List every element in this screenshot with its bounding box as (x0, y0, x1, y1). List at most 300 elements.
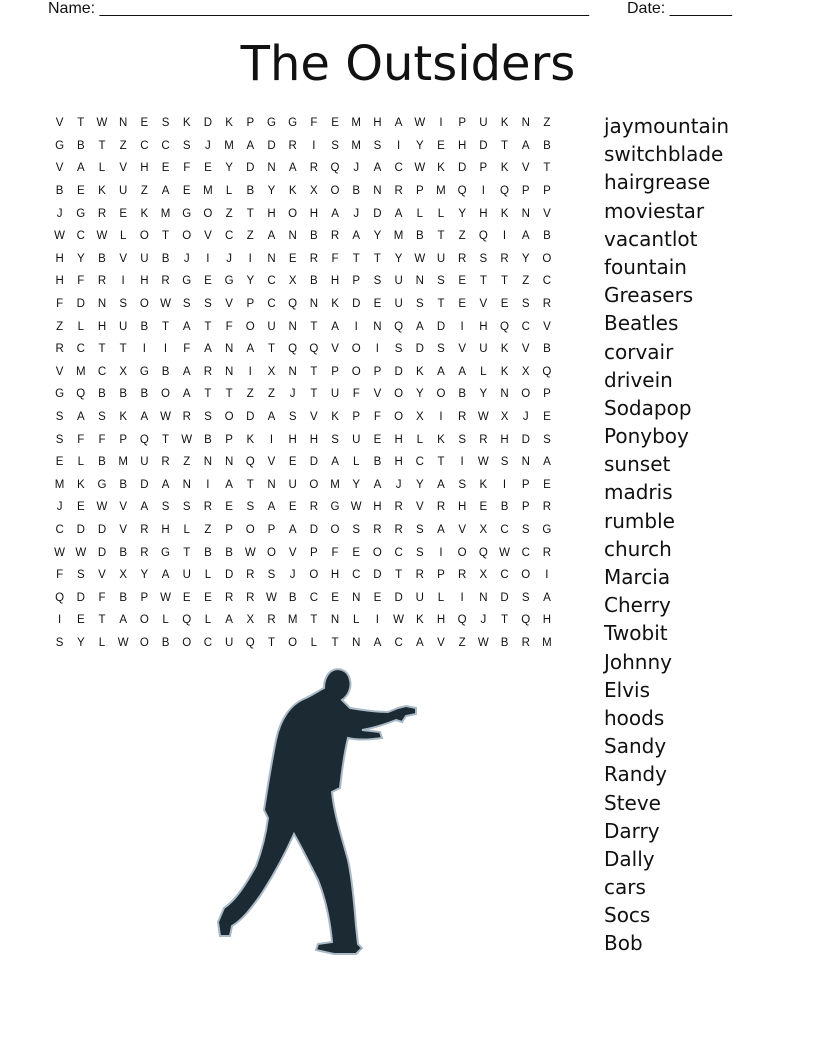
word-item: Beatles (604, 311, 679, 336)
grid-letter: B (543, 343, 551, 356)
word-item: church (604, 536, 672, 561)
grid-letter: A (415, 320, 424, 333)
grid-letter: U (119, 320, 128, 333)
grid-letter: M (224, 139, 234, 152)
grid-letter: O (351, 365, 361, 378)
grid-letter: Q (139, 433, 149, 446)
grid-letter: S (394, 343, 403, 356)
grid-letter: O (224, 411, 234, 424)
grid-row (49, 474, 558, 497)
grid-letter: S (415, 523, 424, 536)
grid-letter: R (394, 523, 403, 536)
grid-letter: P (119, 433, 127, 446)
grid-letter: M (118, 456, 128, 469)
grid-letter: P (521, 501, 530, 514)
grid-letter: T (310, 388, 318, 401)
grid-letter: T (162, 230, 170, 243)
word-item: Johnny (604, 649, 672, 674)
grid-letter: O (203, 207, 213, 220)
grid-letter: W (414, 162, 426, 175)
word-item: Twobit (604, 621, 668, 646)
grid-letter: K (98, 185, 106, 198)
word-item: Cherry (604, 593, 671, 618)
grid-letter: D (394, 591, 403, 604)
grid-letter: X (119, 365, 127, 378)
grid-letter: G (288, 117, 298, 130)
word-item: cars (604, 875, 646, 900)
grid-letter: T (543, 162, 551, 175)
grid-letter: S (204, 298, 212, 311)
grid-letter: A (521, 139, 530, 152)
grid-letter: P (352, 275, 361, 288)
grid-letter: F (373, 411, 381, 424)
grid-letter: S (521, 298, 530, 311)
word-item: Ponyboy (604, 424, 689, 449)
word-item: hoods (604, 705, 665, 730)
grid-letter: E (204, 162, 212, 175)
grid-letter: O (139, 614, 149, 627)
grid-letter: Z (267, 388, 275, 401)
grid-letter: Y (394, 252, 403, 265)
grid-letter: R (246, 569, 255, 582)
grid-letter: Q (76, 388, 86, 401)
grid-letter: B (500, 501, 509, 514)
grid-letter: T (437, 298, 445, 311)
grid-letter: S (288, 411, 297, 424)
grid-letter: K (479, 478, 488, 491)
grid-letter: E (458, 275, 466, 288)
grid-letter: E (458, 298, 466, 311)
page-title: The Outsiders (240, 36, 576, 92)
grid-letter: C (55, 523, 64, 536)
grid-letter: V (55, 117, 64, 130)
grid-letter: P (310, 546, 318, 559)
grid-letter: V (288, 546, 297, 559)
grid-letter: H (140, 275, 149, 288)
grid-letter: J (480, 614, 487, 627)
grid-letter: N (224, 456, 234, 469)
grid-letter: G (55, 388, 65, 401)
grid-letter: E (225, 501, 233, 514)
grid-row (49, 157, 558, 180)
grid-letter: K (500, 162, 509, 175)
grid-letter: S (55, 433, 64, 446)
grid-letter: X (479, 523, 488, 536)
grid-letter: B (204, 546, 212, 559)
grid-letter: C (394, 546, 403, 559)
grid-letter: B (161, 252, 170, 265)
grid-letter: L (204, 614, 212, 627)
grid-letter: E (373, 298, 382, 311)
word-item: moviestar (604, 198, 705, 223)
grid-letter: B (161, 636, 170, 649)
grid-letter: I (142, 343, 146, 356)
grid-letter: E (331, 591, 339, 604)
grid-letter: O (139, 230, 149, 243)
grid-letter: P (479, 162, 488, 175)
grid-letter: I (439, 117, 443, 130)
grid-letter: F (56, 569, 64, 582)
grid-letter: G (182, 275, 192, 288)
grid-letter: L (77, 320, 84, 333)
grid-letter: I (460, 456, 464, 469)
grid-letter: Z (183, 456, 191, 469)
grid-letter: D (436, 320, 446, 333)
grid-letter: W (477, 456, 489, 469)
grid-letter: R (97, 207, 107, 220)
grid-letter: R (415, 569, 424, 582)
grid-letter: S (55, 411, 64, 424)
grid-letter: R (521, 636, 530, 649)
grid-letter: N (182, 478, 191, 491)
grid-letter: O (372, 546, 382, 559)
grid-letter: S (182, 298, 191, 311)
grid-letter: E (204, 591, 212, 604)
grid-letter: Y (267, 185, 276, 198)
grid-letter: H (394, 433, 403, 446)
word-item: switchblade (604, 142, 724, 167)
grid-letter: Q (478, 546, 488, 559)
grid-letter: G (224, 275, 234, 288)
grid-letter: C (500, 523, 509, 536)
grid-letter: Z (204, 523, 212, 536)
grid-letter: N (224, 365, 234, 378)
grid-letter: S (331, 433, 339, 446)
grid-letter: Q (288, 298, 298, 311)
grid-letter: W (266, 591, 277, 604)
grid-letter: X (521, 365, 530, 378)
grid-letter: C (521, 320, 530, 333)
grid-letter: D (246, 162, 255, 175)
word-item: Socs (604, 903, 651, 928)
grid-letter: E (288, 456, 297, 469)
grid-letter: L (416, 433, 423, 446)
grid-letter: U (394, 298, 403, 311)
grid-letter: G (76, 207, 86, 220)
grid-letter: N (415, 275, 424, 288)
grid-letter: E (161, 162, 170, 175)
grid-letter: Q (500, 185, 509, 198)
grid-row (49, 496, 558, 519)
grid-letter: Z (225, 207, 233, 220)
grid-letter: B (119, 546, 127, 559)
grid-letter: H (55, 275, 64, 288)
grid-letter: A (394, 207, 403, 220)
grid-letter: N (479, 591, 488, 604)
grid-letter: A (140, 501, 149, 514)
grid-letter: B (352, 185, 361, 198)
grid-letter: N (119, 117, 128, 130)
grid-letter: H (55, 252, 64, 265)
grid-letter: R (161, 275, 170, 288)
grid-row (49, 519, 558, 542)
grid-letter: V (204, 230, 212, 243)
grid-letter: E (331, 117, 339, 130)
grid-letter: K (76, 478, 85, 491)
grid-letter: H (373, 117, 382, 130)
grid-letter: B (119, 478, 127, 491)
grid-letter: K (437, 433, 445, 446)
grid-row (49, 586, 558, 609)
grid-letter: W (160, 591, 171, 604)
grid-letter: A (373, 478, 382, 491)
word-item: Steve (604, 790, 661, 815)
grid-letter: W (75, 546, 87, 559)
grid-letter: S (373, 139, 382, 152)
grid-letter: X (500, 411, 509, 424)
grid-letter: V (119, 162, 127, 175)
grid-letter: B (225, 546, 233, 559)
grid-letter: T (246, 478, 254, 491)
grid-letter: O (245, 523, 255, 536)
grid-letter: P (458, 117, 466, 130)
grid-letter: Z (246, 230, 254, 243)
grid-letter: P (521, 478, 530, 491)
grid-letter: N (521, 117, 530, 130)
grid-letter: D (97, 523, 107, 536)
grid-letter: D (76, 591, 85, 604)
grid-letter: Y (458, 207, 466, 220)
grid-letter: N (352, 636, 361, 649)
grid-letter: L (98, 162, 106, 175)
letter-grid (49, 112, 558, 654)
grid-letter: F (331, 252, 339, 265)
grid-letter: Z (56, 320, 64, 333)
grid-letter: T (162, 433, 170, 446)
grid-letter: A (225, 614, 233, 627)
grid-row (49, 112, 558, 135)
grid-letter: W (117, 636, 129, 649)
grid-letter: A (331, 207, 339, 220)
word-item: jaymountain (604, 114, 730, 138)
grid-letter: U (479, 117, 488, 130)
grid-letter: N (373, 320, 382, 333)
grid-letter: L (353, 614, 360, 627)
grid-letter: B (55, 185, 64, 198)
grid-letter: E (288, 252, 297, 265)
grid-letter: N (330, 614, 340, 627)
grid-letter: K (182, 117, 191, 130)
grid-row (49, 135, 558, 158)
grid-letter: D (309, 456, 318, 469)
grid-letter: S (119, 298, 127, 311)
word-item: Greasers (604, 283, 694, 308)
grid-letter: O (521, 388, 531, 401)
grid-letter: V (479, 298, 488, 311)
grid-letter: Y (479, 388, 488, 401)
grid-letter: R (542, 298, 552, 311)
grid-letter: H (330, 569, 340, 582)
grid-letter: S (331, 139, 339, 152)
grid-letter: T (225, 388, 233, 401)
grid-letter: G (97, 478, 107, 491)
grid-letter: M (393, 230, 404, 243)
grid-letter: P (352, 411, 361, 424)
grid-row (49, 180, 558, 203)
grid-letter: T (204, 320, 212, 333)
grid-letter: Q (330, 162, 340, 175)
grid-letter: F (331, 546, 339, 559)
grid-letter: V (543, 207, 551, 220)
grid-letter: A (543, 456, 551, 469)
grid-letter: I (121, 275, 125, 288)
grid-letter: T (437, 230, 445, 243)
grid-letter: C (394, 636, 403, 649)
grid-letter: S (182, 139, 191, 152)
grid-letter: U (182, 569, 191, 582)
grid-letter: I (375, 614, 379, 627)
grid-letter: P (437, 569, 445, 582)
grid-letter: K (331, 298, 339, 311)
grid-letter: O (330, 523, 340, 536)
grid-letter: H (479, 320, 488, 333)
grid-letter: T (183, 546, 191, 559)
grid-letter: I (206, 478, 210, 491)
grid-letter: M (351, 139, 362, 152)
word-item: rumble (604, 508, 675, 533)
grid-letter: W (160, 411, 171, 424)
grid-letter: I (57, 614, 62, 627)
grid-letter: T (267, 343, 275, 356)
grid-letter: R (161, 456, 170, 469)
grid-letter: A (246, 343, 255, 356)
grid-letter: C (224, 230, 234, 243)
grid-letter: B (140, 388, 149, 401)
grid-letter: C (542, 275, 552, 288)
grid-letter: I (439, 411, 443, 424)
grid-letter: A (161, 569, 170, 582)
grid-letter: S (76, 569, 85, 582)
grid-letter: B (415, 230, 424, 243)
grid-letter: O (521, 569, 531, 582)
grid-letter: D (246, 411, 255, 424)
grid-letter: Z (543, 117, 551, 130)
grid-letter: T (162, 320, 170, 333)
grid-letter: D (394, 365, 403, 378)
grid-letter: W (181, 433, 193, 446)
grid-letter: D (203, 117, 213, 130)
grid-letter: V (119, 252, 127, 265)
grid-letter: P (140, 591, 149, 604)
grid-letter: S (521, 591, 530, 604)
grid-letter: A (415, 636, 424, 649)
grid-letter: W (54, 230, 66, 243)
grid-letter: Q (500, 320, 509, 333)
word-item: fountain (604, 254, 687, 279)
grid-letter: V (331, 343, 339, 356)
grid-letter: F (225, 320, 233, 333)
grid-letter: V (119, 501, 127, 514)
grid-letter: O (266, 546, 276, 559)
grid-letter: B (373, 456, 382, 469)
grid-letter: A (267, 230, 276, 243)
grid-letter: R (140, 546, 149, 559)
grid-letter: I (481, 185, 485, 198)
grid-letter: O (330, 185, 340, 198)
grid-letter: A (288, 523, 297, 536)
grid-letter: T (267, 636, 275, 649)
grid-letter: M (436, 185, 446, 198)
grid-letter: W (393, 614, 405, 627)
grid-letter: P (331, 365, 339, 378)
grid-letter: O (394, 411, 404, 424)
grid-letter: B (310, 275, 318, 288)
grid-letter: A (182, 365, 191, 378)
grid-letter: N (352, 591, 361, 604)
grid-letter: D (76, 298, 85, 311)
grid-letter: Z (246, 388, 254, 401)
word-item: madris (604, 480, 673, 505)
grid-letter: B (310, 230, 318, 243)
date-line: Date: _______ (627, 0, 732, 17)
grid-letter: P (246, 117, 255, 130)
grid-letter: R (330, 230, 340, 243)
grid-letter: M (287, 614, 298, 627)
grid-letter: S (182, 501, 191, 514)
grid-letter: I (460, 591, 464, 604)
grid-letter: S (521, 523, 530, 536)
grid-letter: Y (246, 275, 255, 288)
grid-letter: S (543, 433, 551, 446)
word-item: Randy (604, 762, 667, 787)
grid-letter: C (521, 546, 530, 559)
grid-letter: Y (76, 636, 85, 649)
grid-letter: S (458, 433, 466, 446)
grid-letter: H (161, 523, 170, 536)
grid-letter: B (458, 388, 466, 401)
grid-letter: J (226, 252, 232, 265)
grid-letter: A (182, 388, 191, 401)
grid-letter: J (56, 501, 63, 514)
grid-letter: X (415, 411, 424, 424)
grid-letter: P (225, 523, 233, 536)
grid-letter: N (309, 298, 318, 311)
grid-letter: N (203, 456, 213, 469)
grid-letter: M (160, 207, 171, 220)
grid-letter: T (373, 252, 381, 265)
grid-letter: G (55, 139, 65, 152)
grid-letter: J (56, 207, 63, 220)
grid-letter: W (244, 546, 256, 559)
grid-letter: C (267, 298, 276, 311)
grid-letter: G (161, 546, 170, 559)
grid-letter: B (543, 139, 551, 152)
grid-letter: R (203, 365, 213, 378)
grid-letter: Q (245, 636, 255, 649)
grid-letter: L (119, 230, 127, 243)
grid-letter: R (394, 185, 403, 198)
grid-letter: T (98, 614, 106, 627)
grid-letter: T (501, 614, 509, 627)
grid-letter: N (288, 230, 297, 243)
grid-letter: W (96, 230, 108, 243)
grid-letter: V (458, 343, 466, 356)
grid-letter: Z (119, 139, 127, 152)
grid-letter: X (288, 275, 297, 288)
grid-letter: M (351, 117, 362, 130)
grid-letter: A (76, 411, 85, 424)
grid-letter: L (225, 185, 233, 198)
grid-row (49, 428, 558, 451)
grid-letter: R (224, 591, 234, 604)
grid-letter: A (437, 365, 445, 378)
grid-letter: E (76, 185, 85, 198)
grid-letter: C (352, 569, 361, 582)
grid-letter: K (140, 207, 149, 220)
grid-letter: I (354, 320, 358, 333)
grid-letter: W (96, 117, 108, 130)
grid-letter: B (98, 252, 106, 265)
